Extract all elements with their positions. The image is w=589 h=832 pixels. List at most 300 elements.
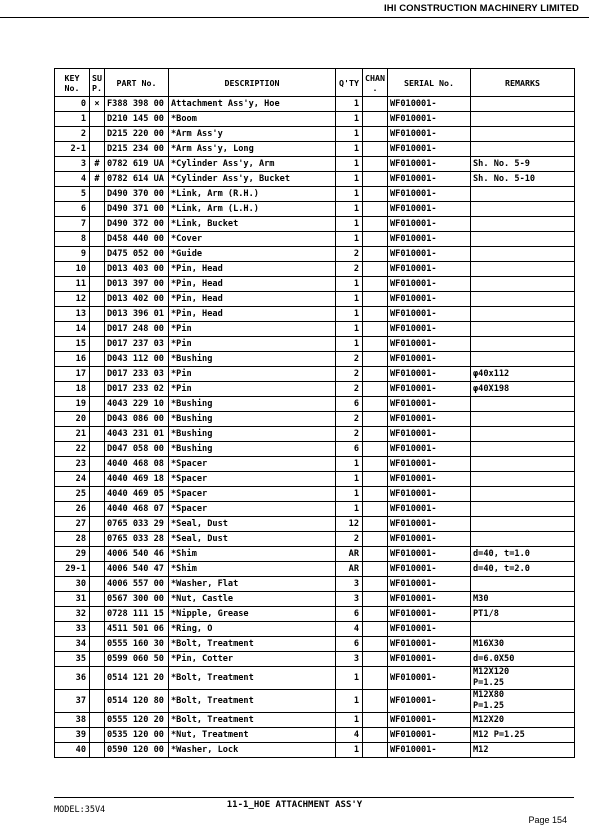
cell-chan <box>363 442 388 457</box>
cell-remarks <box>471 472 575 487</box>
col-remarks: REMARKS <box>471 69 575 97</box>
cell-qty: 1 <box>336 457 363 472</box>
cell-sup <box>90 127 105 142</box>
cell-serial: WF010001- <box>388 592 471 607</box>
table-row <box>55 367 575 382</box>
cell-qty: 2 <box>336 262 363 277</box>
cell-sup <box>90 637 105 652</box>
cell-remarks <box>471 247 575 262</box>
cell-sup <box>90 322 105 337</box>
cell-part: 4511 501 06 <box>105 622 169 637</box>
cell-chan <box>363 292 388 307</box>
cell-desc: *Boom <box>169 112 336 127</box>
cell-part: 0555 160 30 <box>105 637 169 652</box>
table-row <box>55 427 575 442</box>
cell-serial: WF010001- <box>388 217 471 232</box>
cell-key: 33 <box>55 622 90 637</box>
cell-chan <box>363 97 388 112</box>
table-row <box>55 292 575 307</box>
cell-part: 0535 120 00 <box>105 728 169 743</box>
cell-chan <box>363 577 388 592</box>
cell-qty: 1 <box>336 322 363 337</box>
table-row <box>55 457 575 472</box>
table-row <box>55 532 575 547</box>
cell-qty: 1 <box>336 127 363 142</box>
cell-key: 29-1 <box>55 562 90 577</box>
cell-serial: WF010001- <box>388 112 471 127</box>
cell-desc: *Link, Bucket <box>169 217 336 232</box>
cell-key: 31 <box>55 592 90 607</box>
col-part: PART No. <box>105 69 169 97</box>
cell-key: 28 <box>55 532 90 547</box>
cell-key: 19 <box>55 397 90 412</box>
cell-desc: *Arm Ass'y <box>169 127 336 142</box>
cell-key: 15 <box>55 337 90 352</box>
cell-sup <box>90 502 105 517</box>
cell-key: 37 <box>55 690 90 713</box>
cell-key: 39 <box>55 728 90 743</box>
table-row <box>55 337 575 352</box>
cell-key: 16 <box>55 352 90 367</box>
cell-remarks: M30 <box>471 592 575 607</box>
cell-qty: 4 <box>336 622 363 637</box>
cell-remarks <box>471 427 575 442</box>
cell-part: 0567 300 00 <box>105 592 169 607</box>
cell-desc: Attachment Ass'y, Hoe <box>169 97 336 112</box>
table-row <box>55 262 575 277</box>
cell-remarks: Sh. No. 5-10 <box>471 172 575 187</box>
footer-title: 11-1_HOE ATTACHMENT ASS'Y <box>226 800 363 810</box>
cell-serial: WF010001- <box>388 337 471 352</box>
cell-part: F388 398 00 <box>105 97 169 112</box>
cell-sup <box>90 262 105 277</box>
cell-key: 2 <box>55 127 90 142</box>
cell-serial: WF010001- <box>388 127 471 142</box>
cell-desc: *Pin <box>169 367 336 382</box>
cell-chan <box>363 487 388 502</box>
cell-desc: *Pin, Head <box>169 262 336 277</box>
cell-qty: 3 <box>336 592 363 607</box>
cell-qty: 1 <box>336 502 363 517</box>
cell-desc: *Nut, Castle <box>169 592 336 607</box>
cell-part: D017 233 02 <box>105 382 169 397</box>
cell-remarks <box>471 397 575 412</box>
cell-key: 32 <box>55 607 90 622</box>
cell-serial: WF010001- <box>388 202 471 217</box>
cell-serial: WF010001- <box>388 97 471 112</box>
cell-part: D017 237 03 <box>105 337 169 352</box>
cell-sup <box>90 142 105 157</box>
cell-sup <box>90 217 105 232</box>
cell-serial: WF010001- <box>388 607 471 622</box>
cell-serial: WF010001- <box>388 472 471 487</box>
cell-chan <box>363 262 388 277</box>
cell-desc: *Bushing <box>169 352 336 367</box>
cell-part: D490 371 00 <box>105 202 169 217</box>
header-divider <box>0 17 589 18</box>
table-row <box>55 743 575 758</box>
cell-key: 38 <box>55 713 90 728</box>
cell-sup <box>90 577 105 592</box>
cell-sup <box>90 337 105 352</box>
cell-chan <box>363 622 388 637</box>
cell-sup <box>90 487 105 502</box>
cell-remarks <box>471 412 575 427</box>
cell-desc: *Bushing <box>169 427 336 442</box>
col-qty: Q'TY <box>336 69 363 97</box>
cell-qty: 1 <box>336 337 363 352</box>
cell-remarks <box>471 457 575 472</box>
cell-desc: *Washer, Lock <box>169 743 336 758</box>
cell-qty: 1 <box>336 112 363 127</box>
cell-qty: 1 <box>336 292 363 307</box>
cell-qty: 1 <box>336 187 363 202</box>
cell-key: 5 <box>55 187 90 202</box>
cell-desc: *Pin, Cotter <box>169 652 336 667</box>
cell-serial: WF010001- <box>388 322 471 337</box>
cell-chan <box>363 517 388 532</box>
cell-chan <box>363 592 388 607</box>
cell-desc: *Pin <box>169 322 336 337</box>
table-row <box>55 217 575 232</box>
cell-desc: *Link, Arm (L.H.) <box>169 202 336 217</box>
cell-sup <box>90 652 105 667</box>
table-row <box>55 517 575 532</box>
cell-chan <box>363 637 388 652</box>
cell-sup <box>90 728 105 743</box>
cell-part: 4006 557 00 <box>105 577 169 592</box>
cell-part: 4006 540 46 <box>105 547 169 562</box>
table-row <box>55 187 575 202</box>
cell-qty: 1 <box>336 232 363 247</box>
cell-part: 4006 540 47 <box>105 562 169 577</box>
cell-chan <box>363 397 388 412</box>
page-number: Page 154 <box>528 815 567 825</box>
cell-sup <box>90 442 105 457</box>
cell-remarks <box>471 532 575 547</box>
cell-key: 27 <box>55 517 90 532</box>
cell-qty: 6 <box>336 442 363 457</box>
table-row <box>55 652 575 667</box>
model-label: MODEL:35V4 <box>54 805 106 815</box>
cell-sup <box>90 307 105 322</box>
cell-remarks <box>471 442 575 457</box>
table-row <box>55 502 575 517</box>
cell-chan <box>363 367 388 382</box>
cell-part: 4040 468 07 <box>105 502 169 517</box>
cell-serial: WF010001- <box>388 232 471 247</box>
cell-sup <box>90 743 105 758</box>
cell-key: 12 <box>55 292 90 307</box>
cell-remarks <box>471 232 575 247</box>
table-row <box>55 352 575 367</box>
cell-chan <box>363 532 388 547</box>
cell-serial: WF010001- <box>388 547 471 562</box>
cell-chan <box>363 457 388 472</box>
table-row <box>55 277 575 292</box>
cell-serial: WF010001- <box>388 307 471 322</box>
cell-chan <box>363 112 388 127</box>
cell-key: 11 <box>55 277 90 292</box>
cell-chan <box>363 713 388 728</box>
cell-part: D017 248 00 <box>105 322 169 337</box>
cell-remarks: φ40x112 <box>471 367 575 382</box>
cell-sup <box>90 713 105 728</box>
cell-remarks <box>471 127 575 142</box>
cell-key: 6 <box>55 202 90 217</box>
cell-serial: WF010001- <box>388 532 471 547</box>
cell-key: 3 <box>55 157 90 172</box>
cell-desc: *Pin <box>169 337 336 352</box>
cell-serial: WF010001- <box>388 502 471 517</box>
cell-sup <box>90 367 105 382</box>
cell-desc: *Pin, Head <box>169 277 336 292</box>
cell-qty: 1 <box>336 667 363 690</box>
cell-part: 0728 111 15 <box>105 607 169 622</box>
cell-part: D210 145 00 <box>105 112 169 127</box>
cell-desc: *Bolt, Treatment <box>169 637 336 652</box>
cell-serial: WF010001- <box>388 622 471 637</box>
table-row <box>55 622 575 637</box>
cell-sup: × <box>90 97 105 112</box>
cell-chan <box>363 307 388 322</box>
cell-qty: AR <box>336 547 363 562</box>
cell-remarks: M12 P=1.25 <box>471 728 575 743</box>
cell-sup <box>90 202 105 217</box>
cell-part: D490 370 00 <box>105 187 169 202</box>
col-chan: CHAN . <box>363 69 388 97</box>
cell-serial: WF010001- <box>388 367 471 382</box>
cell-key: 23 <box>55 457 90 472</box>
cell-remarks: d=40, t=1.0 <box>471 547 575 562</box>
cell-remarks <box>471 97 575 112</box>
cell-remarks: M16X30 <box>471 637 575 652</box>
cell-remarks <box>471 112 575 127</box>
cell-serial: WF010001- <box>388 427 471 442</box>
table-row <box>55 442 575 457</box>
table-row <box>55 487 575 502</box>
cell-remarks <box>471 262 575 277</box>
cell-sup <box>90 607 105 622</box>
table-row <box>55 232 575 247</box>
table-row <box>55 577 575 592</box>
cell-desc: *Bushing <box>169 412 336 427</box>
col-key: KEY No. <box>55 69 90 97</box>
cell-part: 4040 469 05 <box>105 487 169 502</box>
cell-qty: 6 <box>336 397 363 412</box>
cell-serial: WF010001- <box>388 562 471 577</box>
cell-chan <box>363 352 388 367</box>
cell-desc: *Link, Arm (R.H.) <box>169 187 336 202</box>
cell-chan <box>363 127 388 142</box>
cell-chan <box>363 202 388 217</box>
cell-chan <box>363 652 388 667</box>
cell-desc: *Bolt, Treatment <box>169 713 336 728</box>
cell-serial: WF010001- <box>388 157 471 172</box>
cell-remarks: φ40X198 <box>471 382 575 397</box>
col-sup: SU P. <box>90 69 105 97</box>
cell-chan <box>363 743 388 758</box>
footer-divider <box>54 797 574 798</box>
cell-part: 4040 468 08 <box>105 457 169 472</box>
table-row <box>55 202 575 217</box>
cell-chan <box>363 690 388 713</box>
table-row <box>55 472 575 487</box>
cell-part: 0782 614 UA <box>105 172 169 187</box>
cell-part: D215 220 00 <box>105 127 169 142</box>
cell-desc: *Ring, O <box>169 622 336 637</box>
cell-part: 0782 619 UA <box>105 157 169 172</box>
cell-serial: WF010001- <box>388 577 471 592</box>
cell-serial: WF010001- <box>388 713 471 728</box>
cell-qty: 1 <box>336 277 363 292</box>
cell-desc: *Washer, Flat <box>169 577 336 592</box>
cell-desc: *Shim <box>169 547 336 562</box>
cell-desc: *Pin, Head <box>169 307 336 322</box>
table-row <box>55 112 575 127</box>
cell-sup <box>90 457 105 472</box>
cell-qty: 2 <box>336 412 363 427</box>
cell-sup <box>90 292 105 307</box>
cell-part: 4040 469 18 <box>105 472 169 487</box>
cell-qty: AR <box>336 562 363 577</box>
cell-sup <box>90 690 105 713</box>
cell-serial: WF010001- <box>388 652 471 667</box>
cell-remarks <box>471 517 575 532</box>
cell-chan <box>363 472 388 487</box>
cell-serial: WF010001- <box>388 690 471 713</box>
cell-key: 25 <box>55 487 90 502</box>
cell-sup: # <box>90 172 105 187</box>
table-row <box>55 547 575 562</box>
cell-chan <box>363 232 388 247</box>
table-row <box>55 307 575 322</box>
cell-remarks: d=6.0X50 <box>471 652 575 667</box>
cell-remarks <box>471 322 575 337</box>
cell-chan <box>363 502 388 517</box>
cell-qty: 1 <box>336 307 363 322</box>
cell-serial: WF010001- <box>388 292 471 307</box>
table-header-row <box>55 69 575 97</box>
cell-chan <box>363 427 388 442</box>
cell-key: 29 <box>55 547 90 562</box>
cell-serial: WF010001- <box>388 743 471 758</box>
cell-sup <box>90 247 105 262</box>
cell-qty: 2 <box>336 532 363 547</box>
cell-qty: 6 <box>336 607 363 622</box>
cell-chan <box>363 157 388 172</box>
cell-chan <box>363 667 388 690</box>
cell-key: 9 <box>55 247 90 262</box>
cell-desc: *Cylinder Ass'y, Arm <box>169 157 336 172</box>
cell-key: 22 <box>55 442 90 457</box>
col-serial: SERIAL No. <box>388 69 471 97</box>
cell-key: 7 <box>55 217 90 232</box>
cell-part: 0765 033 29 <box>105 517 169 532</box>
cell-qty: 3 <box>336 577 363 592</box>
cell-sup <box>90 397 105 412</box>
cell-serial: WF010001- <box>388 142 471 157</box>
cell-part: D013 397 00 <box>105 277 169 292</box>
cell-key: 21 <box>55 427 90 442</box>
cell-desc: *Spacer <box>169 487 336 502</box>
cell-key: 8 <box>55 232 90 247</box>
cell-desc: *Seal, Dust <box>169 517 336 532</box>
table-row <box>55 397 575 412</box>
cell-remarks: M12 <box>471 743 575 758</box>
table-row <box>55 690 575 713</box>
cell-key: 14 <box>55 322 90 337</box>
cell-remarks <box>471 142 575 157</box>
cell-serial: WF010001- <box>388 247 471 262</box>
table-row <box>55 592 575 607</box>
cell-part: D215 234 00 <box>105 142 169 157</box>
cell-remarks <box>471 187 575 202</box>
cell-serial: WF010001- <box>388 728 471 743</box>
cell-qty: 2 <box>336 427 363 442</box>
cell-remarks: M12X80 P=1.25 <box>471 690 575 713</box>
cell-serial: WF010001- <box>388 352 471 367</box>
table-row <box>55 713 575 728</box>
table-row <box>55 382 575 397</box>
cell-chan <box>363 247 388 262</box>
cell-part: 0599 060 50 <box>105 652 169 667</box>
cell-qty: 4 <box>336 728 363 743</box>
table-row <box>55 97 575 112</box>
table-row <box>55 157 575 172</box>
cell-sup <box>90 532 105 547</box>
cell-qty: 6 <box>336 637 363 652</box>
cell-key: 4 <box>55 172 90 187</box>
table-row <box>55 142 575 157</box>
cell-chan <box>363 277 388 292</box>
cell-qty: 1 <box>336 690 363 713</box>
cell-key: 17 <box>55 367 90 382</box>
cell-sup <box>90 352 105 367</box>
cell-sup <box>90 592 105 607</box>
table-row <box>55 247 575 262</box>
cell-qty: 1 <box>336 713 363 728</box>
cell-serial: WF010001- <box>388 517 471 532</box>
table-row <box>55 322 575 337</box>
cell-serial: WF010001- <box>388 442 471 457</box>
cell-part: 0514 120 80 <box>105 690 169 713</box>
cell-remarks <box>471 622 575 637</box>
cell-qty: 1 <box>336 487 363 502</box>
cell-qty: 1 <box>336 202 363 217</box>
cell-desc: *Guide <box>169 247 336 262</box>
cell-chan <box>363 322 388 337</box>
cell-serial: WF010001- <box>388 397 471 412</box>
cell-part: D013 403 00 <box>105 262 169 277</box>
table-row <box>55 127 575 142</box>
cell-desc: *Spacer <box>169 457 336 472</box>
cell-part: D475 052 00 <box>105 247 169 262</box>
cell-chan <box>363 547 388 562</box>
cell-remarks: Sh. No. 5-9 <box>471 157 575 172</box>
cell-sup <box>90 622 105 637</box>
cell-sup <box>90 187 105 202</box>
table-row <box>55 728 575 743</box>
cell-qty: 1 <box>336 142 363 157</box>
cell-part: 0590 120 00 <box>105 743 169 758</box>
cell-sup <box>90 427 105 442</box>
cell-sup <box>90 562 105 577</box>
cell-desc: *Bolt, Treatment <box>169 667 336 690</box>
cell-part: 0514 121 20 <box>105 667 169 690</box>
cell-part: D458 440 00 <box>105 232 169 247</box>
cell-sup: # <box>90 157 105 172</box>
